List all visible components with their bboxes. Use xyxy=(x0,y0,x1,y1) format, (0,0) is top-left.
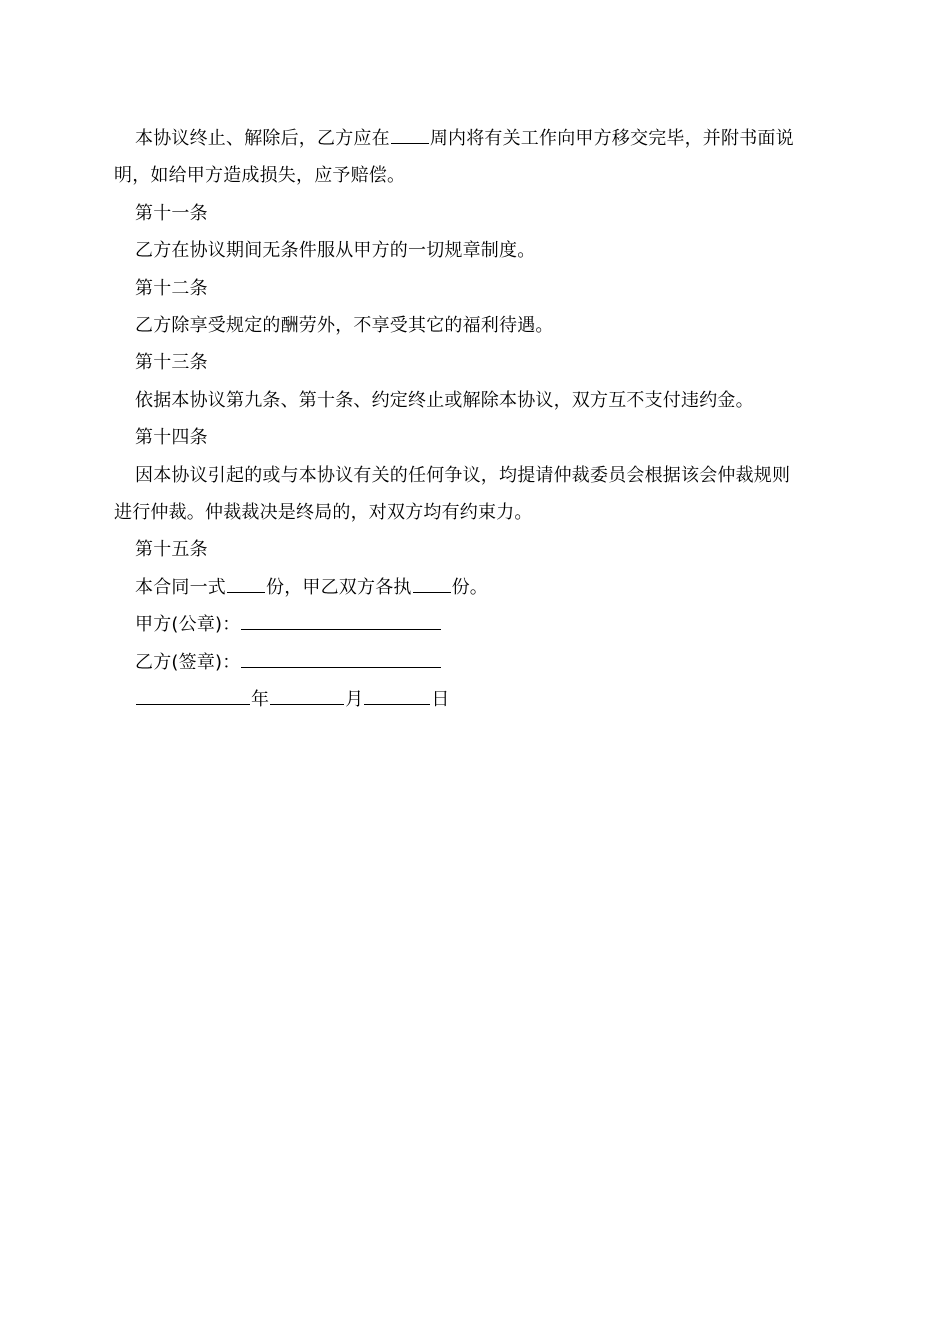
article-heading-14: 第十四条 xyxy=(135,427,208,449)
paragraph-text: 进行仲裁。仲裁裁决是终局的，对双方均有约束力。 xyxy=(114,502,533,524)
copies-each-blank xyxy=(413,578,451,593)
party-a-seal-blank xyxy=(241,615,441,630)
article-body-15 xyxy=(114,569,836,606)
paragraph-text: 本协议终止、解除后，乙方应在 xyxy=(135,128,390,149)
paragraph-text: 份，甲乙双方各执 xyxy=(266,576,412,598)
year-label: 年 xyxy=(251,689,270,711)
article-body-12: 乙方除享受规定的酬劳外，不享受其它的福利待遇。 xyxy=(135,315,554,337)
weeks-blank xyxy=(391,129,429,144)
paragraph-text: 份。 xyxy=(451,576,489,598)
article-heading-13: 第十三条 xyxy=(135,352,208,374)
article-body-14 xyxy=(114,457,836,532)
month-label: 月 xyxy=(345,689,364,711)
article-heading-15: 第十五条 xyxy=(135,539,208,561)
paragraph-termination-handover xyxy=(114,120,836,195)
article-body-13: 依据本协议第九条、第十条、约定终止或解除本协议，双方互不支付违约金。 xyxy=(135,389,754,411)
paragraph-text: 周内将有关工作向甲方移交完毕，并附书面说 xyxy=(429,128,794,149)
day-label: 日 xyxy=(431,689,450,711)
article-heading-11: 第十一条 xyxy=(135,202,208,224)
party-b-signature-blank xyxy=(241,653,441,668)
copies-total-blank xyxy=(227,578,265,593)
day-blank xyxy=(364,690,430,705)
party-a-signature-line xyxy=(114,606,836,643)
document-body xyxy=(114,120,836,719)
party-a-label: 甲方(公章)： xyxy=(135,614,241,636)
paragraph-text: 明，如给甲方造成损失，应予赔偿。 xyxy=(114,165,406,187)
article-heading-12: 第十二条 xyxy=(135,277,208,299)
party-b-label: 乙方(签章)： xyxy=(135,651,241,673)
party-b-signature-line xyxy=(114,644,836,681)
article-body-11: 乙方在协议期间无条件服从甲方的一切规章制度。 xyxy=(135,240,536,262)
year-blank xyxy=(136,690,250,705)
month-blank xyxy=(270,690,344,705)
date-line xyxy=(114,681,836,718)
paragraph-text: 因本协议引起的或与本协议有关的任何争议，均提请仲裁委员会根据该会仲裁规则 xyxy=(135,464,791,486)
paragraph-text: 本合同一式 xyxy=(135,576,226,598)
